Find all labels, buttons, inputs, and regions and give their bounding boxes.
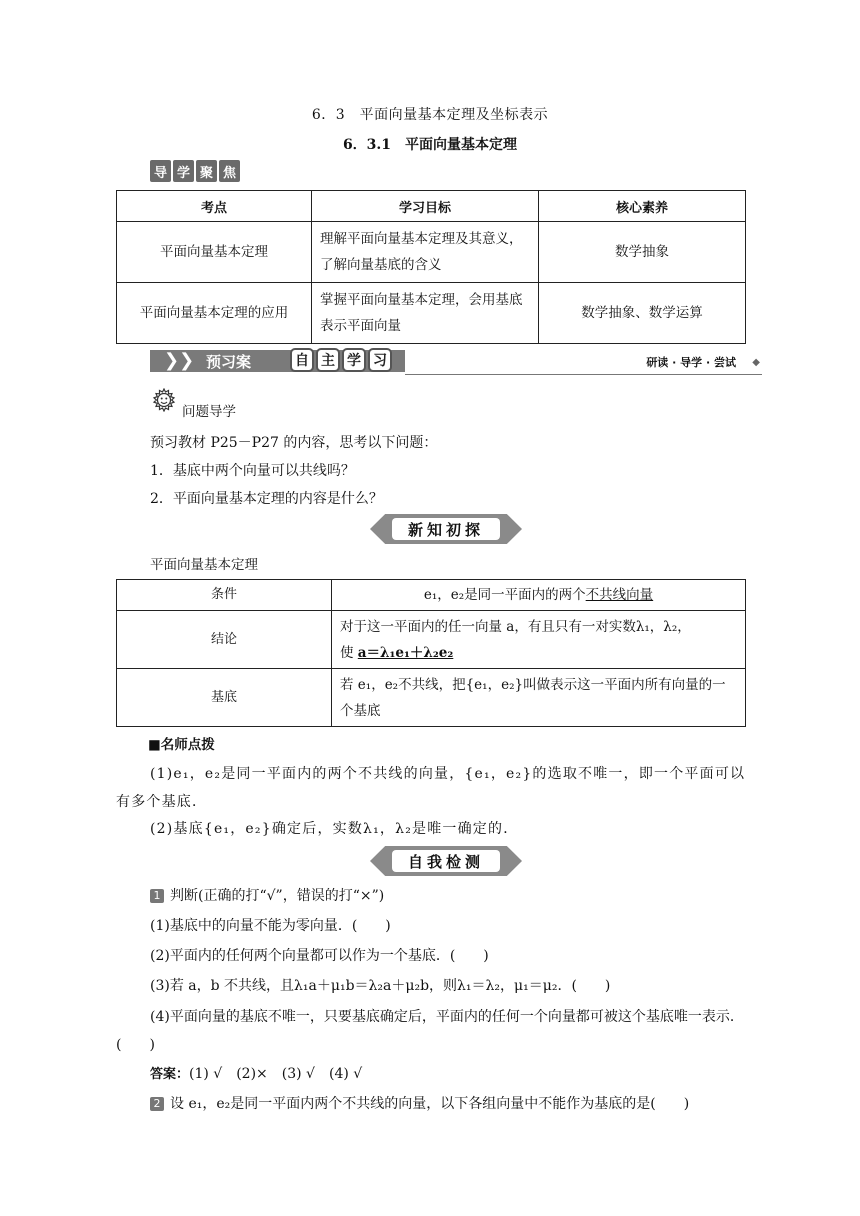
banner-char: 自 (290, 348, 314, 372)
tips-heading: ■名师点拨 (148, 737, 215, 753)
underlined-answer: a＝λ₁e₁＋λ₂e₂ (357, 644, 454, 661)
exercise-text: 设 e₁，e₂是同一平面内两个不共线的向量，以下各组向量中不能作为基底的是( ) (170, 1096, 690, 1112)
banner-char: 主 (316, 348, 340, 372)
table-cell: 平面向量基本定理的应用 (117, 283, 312, 344)
table-cell: 掌握平面向量基本定理，会用基底表示平面向量 (312, 283, 539, 344)
table-header: 基底 (117, 669, 332, 727)
exercise-item: (1)基底中的向量不能为零向量．( ) (150, 918, 391, 934)
table-cell: 数学抽象 (539, 222, 746, 283)
guide-tag-char: 学 (173, 160, 194, 182)
subsection-title: 6．3.1 平面向量基本定理 (342, 137, 518, 153)
table-cell: 理解平面向量基本定理及其意义，了解向量基底的含义 (312, 222, 539, 283)
table-header: 结论 (117, 611, 332, 669)
objectives-table (116, 190, 746, 344)
exercise-text: 判断(正确的打“√”，错误的打“×”) (170, 888, 385, 904)
chevron-right-icon: ❯❯ (164, 350, 195, 371)
exercise-1-stem (150, 885, 384, 905)
tips-paragraph: (2)基底{e₁，e₂}确定后，实数λ₁，λ₂是唯一确定的． (150, 821, 519, 837)
guide-tag-char: 焦 (219, 160, 240, 182)
banner-char: 习 (368, 348, 392, 372)
preview-banner (150, 344, 762, 378)
theorem-title: 平面向量基本定理 (150, 557, 258, 573)
pill-label: 新知初探 (392, 518, 500, 540)
diamond-icon: ◆ (752, 357, 760, 368)
cell-text: 使 (340, 644, 358, 661)
exercise-item: (4)平面向量的基底不唯一，只要基底确定后，平面内的任何一个向量都可被这个基底唯一表示．( ) (116, 1009, 744, 1053)
question-intro: 预习教材 P25－P27 的内容，思考以下问题： (150, 435, 438, 451)
question-item: 1．基底中两个向量可以共线吗？ (150, 463, 355, 479)
question-heading: 问题导学 (182, 404, 236, 420)
table-header: 核心素养 (539, 191, 746, 222)
cell-text: 对于这一平面内的任一向量 a，有且只有一对实数λ₁，λ₂， (340, 618, 691, 635)
guide-tag-char: 聚 (196, 160, 217, 182)
exercise-item: (3)若 a，b 不共线，且λ₁a＋μ₁b＝λ₂a＋μ₂b，则λ₁＝λ₂，μ₁＝μ₂．( ) (150, 978, 611, 994)
table-header: 学习目标 (312, 191, 539, 222)
exercise-item: (2)平面内的任何两个向量都可以作为一个基底．( ) (150, 948, 489, 964)
new-knowledge-pill (370, 514, 522, 544)
exercise-2-stem (150, 1093, 689, 1113)
answer-text: (1) √ (2)× (3) √ (4) √ (189, 1066, 363, 1082)
guide-tag-char: 导 (150, 160, 171, 182)
divider (405, 374, 762, 375)
banner-char: 学 (342, 348, 366, 372)
banner-boxed-title (290, 348, 392, 372)
smiley-icon (152, 388, 176, 416)
table-cell: 平面向量基本定理 (117, 222, 312, 283)
tips-paragraph: (1)e₁，e₂是同一平面内的两个不共线的向量，{e₁，e₂}的选取不唯一，即一个平面可以有多个基底． (116, 766, 746, 810)
banner-right-text: 研读 · 导学 · 尝试 (646, 356, 736, 369)
banner-prefix: 预习案 (206, 353, 252, 371)
question-item: 2．平面向量基本定理的内容是什么？ (150, 491, 383, 507)
number-badge: 1 (150, 889, 164, 903)
table-cell: 若 e₁，e₂不共线，把{e₁，e₂}叫做表示这一平面内所有向量的一个基底 (332, 669, 746, 727)
table-cell (332, 611, 746, 669)
answer-label: 答案： (150, 1067, 190, 1082)
cell-text: e₁，e₂是同一平面内的两个 (423, 587, 586, 603)
self-check-pill (370, 846, 522, 876)
table-header: 考点 (117, 191, 312, 222)
table-header: 条件 (117, 580, 332, 611)
section-title: 6．3 平面向量基本定理及坐标表示 (311, 107, 549, 123)
exercise-1-answer (150, 1063, 362, 1083)
guide-tag (150, 160, 240, 182)
table-cell (332, 580, 746, 611)
theorem-table (116, 579, 746, 727)
table-cell: 数学抽象、数学运算 (539, 283, 746, 344)
number-badge: 2 (150, 1097, 164, 1111)
pill-label: 自我检测 (392, 850, 500, 872)
underlined-answer: 不共线向量 (585, 587, 654, 603)
